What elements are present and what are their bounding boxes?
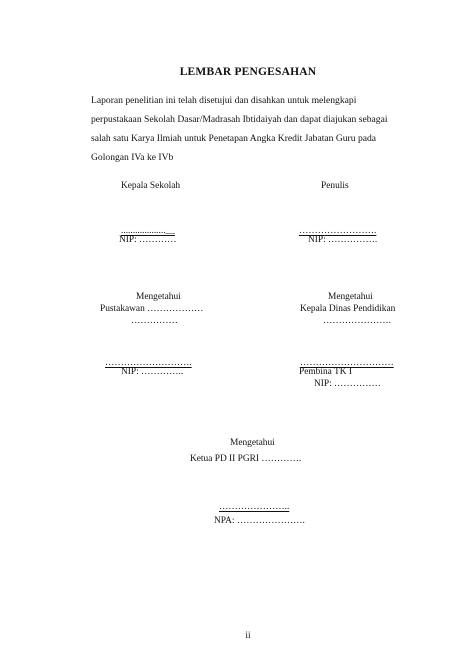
signature-line: ………………………… (300, 358, 394, 368)
paragraph-line-4: Golongan IVa ke IVb (91, 152, 174, 163)
paragraph-line-2: perpustakaan Sekolah Dasar/Madrasah Ibtidaiyah dan dapat diajukan sebagai (91, 114, 388, 125)
approval-paragraph (91, 91, 416, 167)
role-continuation: …………… (131, 316, 178, 326)
nip-label: NIP: ………….. (121, 367, 184, 377)
signature-line: ………………………. (105, 358, 192, 368)
heading-label: Mengetahui (230, 438, 275, 448)
paragraph-line-3: salah satu Karya Ilmiah untuk Penetapan Angka Kredit Jabatan Guru pada (91, 133, 377, 144)
npa-label: NPA: …………………. (214, 516, 305, 526)
nip-label: NIP: ……………. (308, 235, 378, 245)
role-label: Pustakawan ……………… (100, 304, 204, 314)
role-continuation: …………………. (323, 316, 391, 326)
role-label: Ketua PD II PGRI …………. (190, 454, 302, 464)
paragraph-line-1: Laporan penelitian ini telah disetujui dan disahkan untuk melengkapi (91, 95, 357, 106)
signature-line: ...................__ (121, 226, 175, 236)
nip-label: NIP: ………… (119, 235, 177, 245)
heading-label: Mengetahui (328, 292, 373, 302)
page-number: ii (245, 631, 251, 641)
role-label: Kepala Dinas Pendidikan (300, 304, 396, 314)
nip-label: NIP: …………… (314, 379, 381, 389)
signature-line: ……………………. (299, 226, 377, 236)
page-title: LEMBAR PENGESAHAN (179, 66, 317, 78)
role-label: Penulis (321, 181, 349, 191)
role-label: Kepala Sekolah (121, 181, 181, 191)
heading-label: Mengetahui (136, 292, 181, 302)
signature-line: ………………….. (219, 502, 290, 512)
rank-label: Pembina TK I (299, 367, 352, 377)
